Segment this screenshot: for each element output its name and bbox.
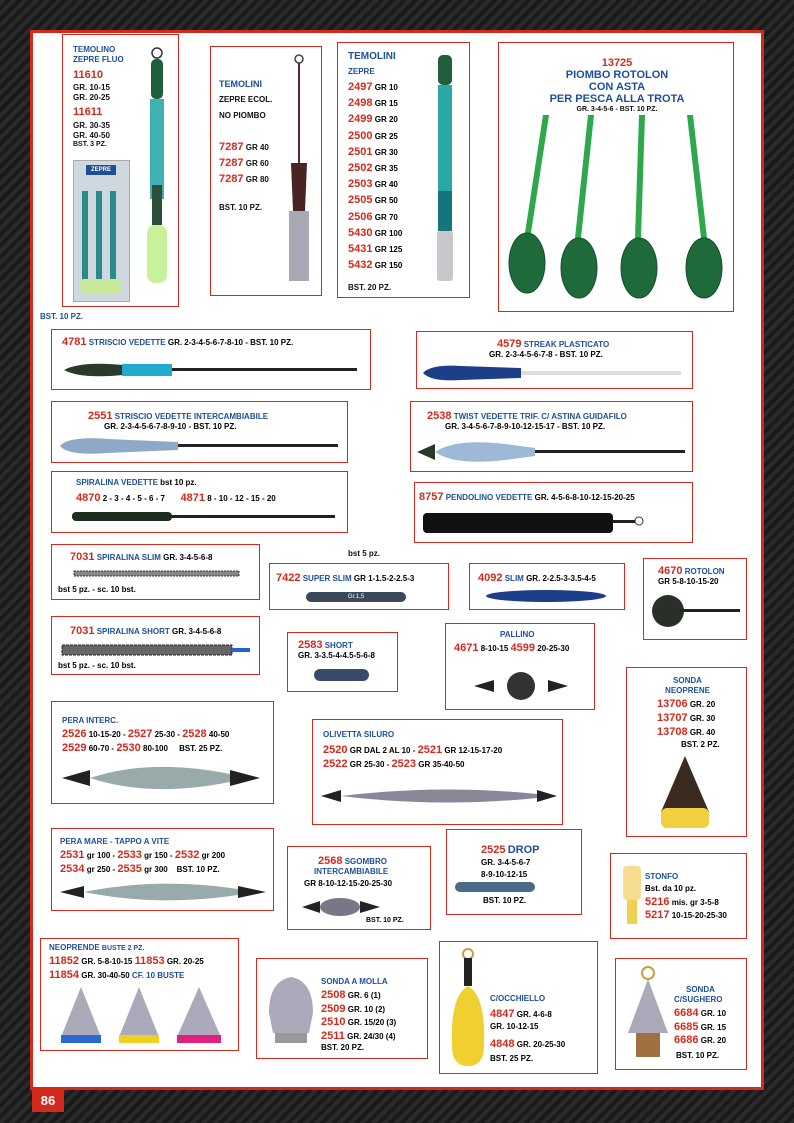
- code: 2500: [348, 129, 373, 142]
- product-occhiello: [439, 941, 598, 1074]
- grams: 8 - 10 - 12 - 15 - 20: [207, 494, 276, 503]
- code: 2510: [321, 1016, 346, 1028]
- pack-info: BST. 2 PZ.: [681, 740, 720, 749]
- pack-info: BST. 10 PZ.: [176, 865, 220, 874]
- product-name: SONDA: [673, 676, 702, 685]
- product-neoprende: [40, 938, 239, 1051]
- code: 2583: [298, 639, 323, 651]
- grams: GR. 3-4-5-6-7: [481, 858, 531, 867]
- stonfo-image: [619, 862, 645, 932]
- code: 2499: [348, 113, 373, 126]
- ecol-float-image: [279, 51, 319, 291]
- subtitle: ZEPRE FLUO: [73, 55, 124, 64]
- grams: GR 1-1.5-2-2.5-3: [353, 574, 415, 583]
- code: 2503: [348, 178, 373, 191]
- code: 13707: [657, 712, 688, 724]
- code-row: [348, 178, 398, 191]
- grams: GR. 20: [689, 700, 716, 709]
- pera-image: [60, 758, 270, 798]
- code: 7031: [70, 625, 95, 637]
- pack-info: BST. 25 PZ.: [490, 1054, 534, 1063]
- code: 2538: [427, 410, 452, 422]
- grams: GR. 10: [700, 1009, 727, 1018]
- product-sonda-molla: [256, 958, 428, 1059]
- product-2538: [410, 401, 693, 472]
- title: TEMOLINI: [219, 79, 262, 89]
- product-name: SLIM: [504, 574, 524, 583]
- subtitle: ZEPRE ECOL.: [219, 95, 273, 104]
- code: 2511: [321, 1029, 345, 1042]
- product-stonfo: [610, 853, 747, 939]
- pack-info: GR. 3-4-5-6 - BST. 10 PZ.: [576, 106, 658, 113]
- code-row: [348, 259, 402, 272]
- grams: GR. 20: [700, 1036, 727, 1045]
- code-row: [348, 162, 398, 175]
- code-row: [674, 1007, 726, 1020]
- grams: GR 25-30 -: [349, 760, 390, 769]
- code: 2532: [174, 849, 200, 861]
- grams: GR. 3-3.5-4-4.5-5-6-8: [298, 651, 375, 660]
- striscio-inter-image: [58, 434, 343, 458]
- zepre-float-image: [430, 51, 460, 291]
- product-name: SPIRALINA SLIM: [96, 553, 161, 562]
- code: 2534: [60, 863, 85, 875]
- product-pera-mare: [51, 828, 274, 911]
- code: 5216: [645, 896, 670, 908]
- product-name: TWIST VEDETTE TRIF. C/ ASTINA GUIDAFILO: [453, 412, 627, 421]
- olivetta-image: [319, 778, 559, 814]
- code: 5432: [348, 259, 373, 272]
- code: 2531: [60, 849, 85, 861]
- grams: GR. 20-25: [166, 957, 204, 966]
- code-row: [657, 726, 715, 739]
- code: 6685: [674, 1020, 699, 1033]
- code: 4871: [180, 492, 206, 504]
- code: 2533: [117, 849, 142, 861]
- product-4670: [643, 558, 747, 640]
- spiralina-slim-image: [72, 569, 252, 579]
- code-row: [348, 97, 398, 110]
- grams: GR 25: [374, 131, 398, 141]
- grams: GR. 4-5-6-8-10-12-15-20-25: [534, 493, 635, 502]
- product-olivetta-siluro: [312, 719, 563, 825]
- code: 2528: [182, 728, 207, 740]
- product-temolini-zepre: [337, 42, 470, 298]
- grams: GR 30: [374, 147, 398, 157]
- code: 13725: [601, 57, 633, 69]
- product-name: SPIRALINA VEDETTE: [76, 478, 158, 487]
- code: 4670: [658, 565, 683, 577]
- code: 7287: [219, 173, 244, 185]
- pack-info: BST. 10 PZ.: [366, 917, 404, 924]
- product-2568: [287, 846, 431, 930]
- code: 7287: [219, 157, 244, 169]
- grams: GR. 30-35: [73, 121, 110, 130]
- code-row: [657, 712, 715, 725]
- grams: GR. 3-4-5-6-7-8-9-10-12-15-17 - BST. 10 PZ.: [445, 422, 606, 431]
- grams: GR. 20-25-30: [516, 1040, 566, 1049]
- title: PIOMBO ROTOLON: [565, 69, 669, 81]
- grams: GR. 40-50: [73, 131, 110, 140]
- code: 4870: [76, 492, 101, 504]
- code: 11853: [134, 955, 165, 967]
- grams: GR. 30-40-50: [81, 971, 130, 980]
- pack-info: bst 10 pz.: [160, 478, 197, 487]
- product-name: SUPER SLIM: [302, 574, 352, 583]
- code-row: [348, 130, 398, 143]
- grams: GR 5-8-10-15-20: [658, 577, 719, 586]
- code: 2508: [321, 989, 346, 1001]
- code-row: [348, 81, 398, 94]
- grams: GR 20: [374, 115, 398, 125]
- grams: 10-15-20-25-30: [671, 911, 727, 920]
- pack-brand: ZEPRE: [86, 165, 116, 175]
- spiralina-image: [70, 508, 340, 524]
- blister-pack-image: [73, 160, 130, 302]
- code-row: [657, 698, 715, 711]
- grams: 25-30 -: [154, 730, 180, 739]
- code: 4092: [478, 572, 503, 584]
- product-7422: [269, 563, 449, 610]
- code-row: [674, 1021, 726, 1034]
- subtitle: ZEPRE: [348, 67, 375, 76]
- super-slim-image: Gr.1,5: [306, 592, 406, 602]
- pera-mare-image: [58, 877, 270, 907]
- grams: GR 40: [374, 180, 398, 190]
- grams: GR 8-10-12-15-20-25-30: [304, 879, 393, 888]
- neoprende-cones-image: [51, 983, 231, 1047]
- code-row: [348, 243, 402, 256]
- grams: 40-50: [208, 730, 230, 739]
- grams: GR 40: [245, 143, 269, 152]
- pack-info: BST. 3 PZ.: [73, 141, 107, 148]
- grams: GR. 24/30 (4): [347, 1031, 396, 1041]
- grams: GR. 3-4-5-6-8: [172, 627, 222, 636]
- product-name: C/OCCHIELLO: [490, 994, 546, 1003]
- product-name: PENDOLINO VEDETTE: [445, 493, 533, 502]
- pack-info: CF. 10 BUSTE: [131, 971, 185, 980]
- pack-info: BST. 20 PZ.: [348, 283, 392, 292]
- code: 2502: [348, 162, 373, 174]
- grams: gr 150 -: [144, 851, 173, 860]
- title: TEMOLINO: [73, 45, 116, 54]
- product-temolini-ecol: [210, 46, 322, 296]
- grams: GR. 4-6-8: [516, 1010, 552, 1019]
- product-name: SGOMBRO: [344, 857, 387, 866]
- pack-note: bst 5 pz.: [348, 549, 381, 558]
- grams: 8-10-15: [480, 644, 509, 653]
- streak-image: [421, 362, 691, 384]
- grams: GR. 10 (2): [347, 1004, 386, 1014]
- code: 2523: [391, 758, 417, 770]
- code-row: [348, 146, 398, 159]
- product-4092: [469, 563, 625, 610]
- title: CON ASTA: [588, 81, 646, 93]
- code: 11854: [49, 969, 79, 981]
- pack-info: BST. 10 PZ.: [676, 1051, 720, 1060]
- grams: GR. 6 (1): [347, 991, 381, 1000]
- product-name: INTERCAMBIABILE: [314, 867, 389, 876]
- grams: GR. 40: [689, 728, 716, 737]
- code-row: [348, 227, 402, 240]
- grams: GR 50: [374, 196, 398, 206]
- code: 2527: [127, 728, 153, 740]
- code-row: [348, 194, 398, 207]
- code: 7422: [276, 572, 301, 584]
- code: 4848: [490, 1038, 515, 1050]
- product-pera-interc: [51, 701, 274, 804]
- pack-info: BST. 20 PZ.: [321, 1043, 365, 1052]
- product-name: PERA INTERC.: [62, 716, 119, 725]
- code: 8757: [419, 491, 444, 503]
- grams: GR 70: [374, 212, 398, 222]
- pack-info: bst 5 pz. - sc. 10 bst.: [58, 585, 136, 594]
- code: 2501: [348, 145, 373, 158]
- code-row: [348, 211, 398, 224]
- drop-image: [451, 878, 581, 896]
- fluo-float-image: [135, 45, 175, 290]
- code-row: [321, 989, 381, 1002]
- code: 4579: [497, 338, 522, 350]
- grams: GR. 2-3-4-5-6-7-8-9-10 - BST. 10 PZ.: [104, 422, 237, 431]
- grams: GR 80: [245, 175, 269, 184]
- product-sonda-neoprene: [626, 667, 747, 837]
- code: 4671: [454, 642, 479, 654]
- code-row: [674, 1034, 726, 1047]
- subtitle: NO PIOMBO: [219, 111, 266, 120]
- product-name: NEOPRENE: [665, 686, 710, 695]
- product-name: SHORT: [324, 641, 353, 650]
- code-row: [321, 1016, 396, 1029]
- occhiello-image: [446, 946, 490, 1072]
- pack-info: BST. 10 PZ.: [483, 896, 527, 905]
- grams: gr 250 -: [86, 865, 116, 874]
- grams: GR 150: [374, 261, 403, 271]
- product-4579: [416, 331, 693, 389]
- product-name: DROP: [507, 844, 540, 856]
- product-sonda-sughero: [615, 958, 747, 1070]
- product-name: SONDA: [686, 985, 715, 994]
- rotolon-ball-image: [648, 587, 744, 637]
- product-name: SONDA A MOLLA: [321, 977, 388, 986]
- grams: GR. 5-8-10-15: [81, 957, 133, 966]
- sonda-sughero-image: [622, 963, 680, 1067]
- code-row: [321, 1030, 396, 1043]
- grams: 10-15-20 -: [88, 730, 126, 739]
- product-name: STRISCIO VEDETTE: [88, 338, 166, 347]
- code: 7031: [70, 551, 95, 563]
- grams: GR 125: [374, 245, 403, 254]
- code: 6684: [674, 1007, 699, 1019]
- product-name: ROTOLON: [684, 567, 725, 576]
- grams: GR 60: [245, 159, 269, 168]
- code: 4847: [490, 1008, 515, 1020]
- product-name: PALLINO: [500, 630, 535, 639]
- product-name: STREAK PLASTICATO: [523, 340, 610, 349]
- code: 2497: [348, 81, 373, 93]
- product-7031-short: [51, 616, 260, 675]
- product-name: STONFO: [645, 872, 679, 881]
- grams: GR. 20-25: [73, 93, 110, 102]
- grams: GR. 2-3-4-5-6-7-8 - BST. 10 PZ.: [489, 350, 603, 359]
- code: 2525: [481, 844, 506, 856]
- code: 11610: [73, 69, 103, 81]
- striscio-image: [62, 358, 362, 382]
- grams: GR 10: [374, 83, 398, 92]
- rotolon-sinkers-image: [499, 113, 734, 303]
- title: TEMOLINI: [348, 51, 396, 62]
- code: 2526: [62, 728, 87, 740]
- code: 2498: [348, 97, 373, 110]
- product-8757: [414, 482, 693, 543]
- pack-info: bst 5 pz. - sc. 10 bst.: [58, 661, 136, 670]
- grams: gr 200: [201, 851, 226, 860]
- product-name: NEOPRENDE: [49, 943, 100, 952]
- code: 2520: [323, 744, 348, 756]
- code: 2530: [116, 742, 141, 754]
- grams: GR. 2-3-4-5-6-7-8-10 - BST. 10 PZ.: [167, 338, 294, 347]
- title: PER PESCA ALLA TROTA: [549, 93, 685, 105]
- page-number: 86: [32, 1090, 64, 1112]
- product-name: OLIVETTA SILURO: [323, 730, 395, 739]
- grams: GR 100: [374, 228, 403, 238]
- product-name: PERA MARE - TAPPO A VITE: [60, 837, 170, 846]
- grams: GR. 30: [689, 714, 716, 723]
- pack-info: BST. 10 PZ.: [219, 203, 263, 212]
- grams: 8-9-10-12-15: [481, 870, 528, 879]
- product-4781: [51, 329, 371, 390]
- grams: 2 - 3 - 4 - 5 - 6 - 7: [102, 494, 165, 503]
- product-name: SPIRALINA SHORT: [96, 627, 170, 636]
- grams: GR 15: [374, 99, 398, 109]
- code: 13708: [657, 726, 688, 738]
- pendolino-image: [419, 509, 689, 537]
- slim-image: [476, 588, 616, 604]
- grams: gr 300: [144, 865, 168, 874]
- grams: mis. gr 3-5-8: [671, 898, 719, 907]
- code: 2535: [117, 863, 142, 875]
- product-2525-drop: [446, 829, 582, 915]
- grams: GR 35: [374, 164, 398, 173]
- code: 2505: [348, 194, 373, 207]
- product-name: C/SUGHERO: [674, 995, 723, 1004]
- sonda-molla-image: [263, 973, 319, 1053]
- code: 2509: [321, 1002, 346, 1015]
- code: 5431: [348, 243, 373, 255]
- grams: GR. 15: [700, 1022, 727, 1032]
- product-2551: [51, 401, 348, 463]
- product-pallino: [445, 623, 595, 710]
- pallino-image: [466, 664, 576, 704]
- product-spiralina-vedette: [51, 471, 348, 533]
- code: 5430: [348, 226, 373, 239]
- product-2583: [287, 632, 398, 692]
- code-row: [321, 1003, 385, 1016]
- grams: GR 12-15-17-20: [444, 746, 503, 755]
- grams: 60-70 -: [88, 744, 115, 753]
- twist-image: [415, 434, 690, 470]
- code: 2506: [348, 210, 373, 223]
- code: 11852: [49, 955, 79, 967]
- grams: GR. 15/20 (3): [347, 1018, 397, 1027]
- grams: GR DAL 2 AL 10 -: [349, 746, 416, 755]
- pack-info: Bst. da 10 pz.: [645, 884, 697, 893]
- sonda-neoprene-image: [655, 752, 715, 832]
- grams: GR. 10-12-15: [490, 1022, 539, 1031]
- code: 4781: [62, 336, 87, 348]
- pack-info: BUSTE 2 PZ.: [101, 945, 145, 952]
- grams: GR. 2-2.5-3-3.5-4-5: [526, 574, 596, 583]
- product-7031-slim: [51, 544, 260, 600]
- grams: GR. 10-15: [73, 83, 110, 92]
- product-temolino-fluo: [62, 34, 179, 307]
- code: 2522: [323, 758, 348, 770]
- product-piombo-rotolon: [498, 42, 734, 312]
- code: 6686: [674, 1034, 699, 1046]
- code: 13706: [657, 698, 688, 710]
- code-row: [348, 113, 398, 126]
- product-name: STRISCIO VEDETTE INTERCAMBIABILE: [114, 412, 269, 421]
- grams: 20-25-30: [537, 644, 570, 653]
- code: 2551: [88, 410, 113, 422]
- spiralina-short-image: [60, 641, 255, 659]
- grams: GR. 3-4-5-6-8: [163, 553, 213, 562]
- code: 2568: [318, 855, 343, 867]
- grams: gr 100 -: [86, 851, 116, 860]
- code: 2529: [62, 742, 87, 754]
- code: 11611: [73, 106, 103, 118]
- pack-note: BST. 10 PZ.: [40, 312, 84, 321]
- grams: 80-100: [143, 744, 168, 753]
- grams: GR 35-40-50: [418, 760, 465, 769]
- short-image: [294, 663, 394, 687]
- code: 4599: [510, 642, 536, 654]
- pack-info: BST. 25 PZ.: [179, 744, 223, 753]
- code: 5217: [645, 909, 670, 921]
- code: 7287: [219, 141, 244, 153]
- code: 2521: [417, 744, 443, 756]
